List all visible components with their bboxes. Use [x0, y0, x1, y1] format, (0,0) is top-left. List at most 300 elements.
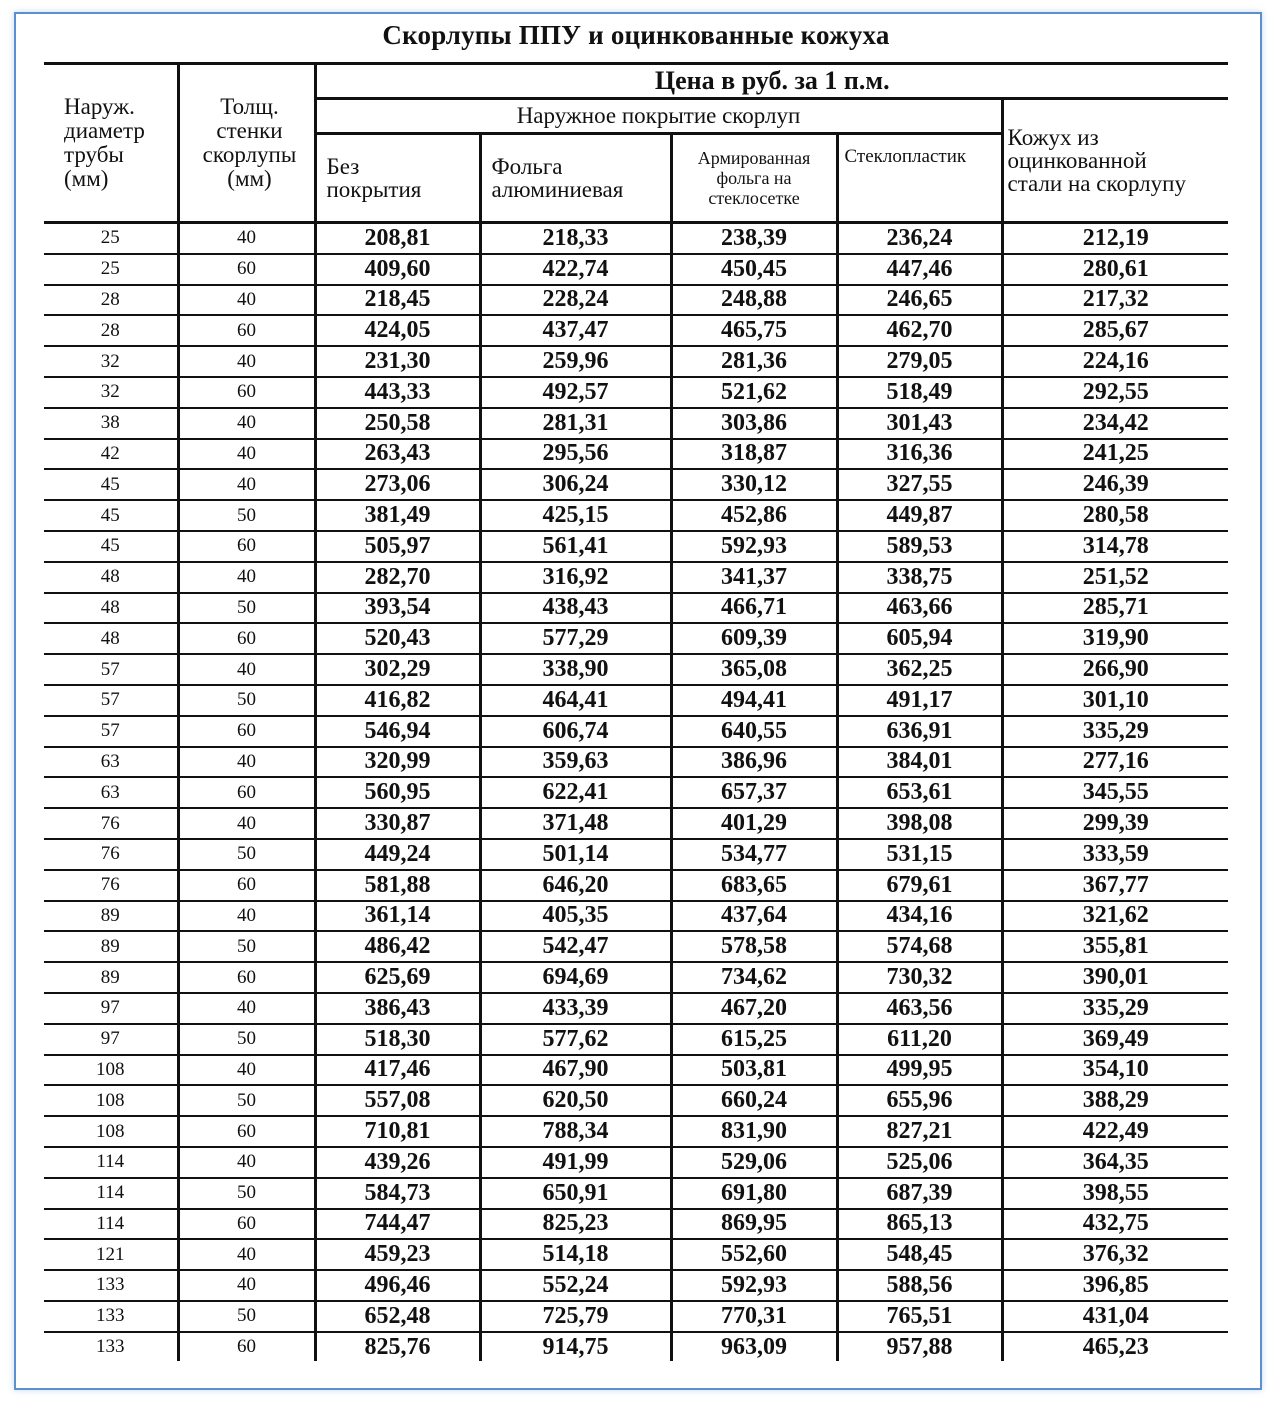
table-cell: 45	[44, 469, 178, 500]
table-cell: 486,42	[315, 931, 480, 962]
table-cell: 50	[178, 1178, 315, 1209]
table-cell: 466,71	[671, 593, 837, 624]
table-cell: 208,81	[315, 223, 480, 254]
table-cell: 534,77	[671, 839, 837, 870]
table-row	[44, 1332, 1228, 1362]
table-cell: 653,61	[837, 777, 1002, 808]
table-cell: 218,33	[480, 223, 671, 254]
table-cell: 212,19	[1002, 223, 1228, 254]
table-cell: 25	[44, 254, 178, 285]
table-cell: 40	[178, 808, 315, 839]
table-cell: 89	[44, 901, 178, 932]
table-cell: 57	[44, 685, 178, 716]
table-cell: 40	[178, 1147, 315, 1178]
table-cell: 730,32	[837, 962, 1002, 993]
table-cell: 133	[96, 1336, 125, 1358]
table-row	[44, 223, 1228, 254]
table-cell: 50	[178, 500, 315, 531]
table-cell: 432,75	[1002, 1209, 1228, 1240]
table-cell: 546,94	[315, 716, 480, 747]
table-row	[44, 1024, 1228, 1055]
table-cell: 40	[178, 439, 315, 470]
table-cell: 691,80	[671, 1178, 837, 1209]
table-cell: 319,90	[1002, 623, 1228, 654]
table-row	[44, 901, 1228, 932]
table-cell: 50	[178, 593, 315, 624]
table-cell: 28	[44, 315, 178, 346]
table-cell: 338,90	[480, 654, 671, 685]
table-cell: 316,36	[837, 439, 1002, 470]
table-cell: 60	[178, 1209, 315, 1240]
table-cell: 592,93	[671, 531, 837, 562]
table-cell: 40	[178, 901, 315, 932]
table-cell: 50	[178, 839, 315, 870]
table-cell: 401,29	[671, 808, 837, 839]
table-cell: 285,71	[1002, 593, 1228, 624]
table-row	[44, 654, 1228, 685]
table-cell: 405,35	[480, 901, 671, 932]
table-cell: 48	[44, 623, 178, 654]
table-cell: 133	[44, 1301, 178, 1332]
table-row	[44, 531, 1228, 562]
table-cell: 687,39	[837, 1178, 1002, 1209]
table-cell: 384,01	[837, 747, 1002, 778]
table-cell: 60	[178, 962, 315, 993]
table-cell: 463,56	[837, 993, 1002, 1024]
table-cell: 60	[178, 531, 315, 562]
table-cell: 431,04	[1002, 1301, 1228, 1332]
table-cell: 57	[44, 654, 178, 685]
table-cell: 236,24	[837, 223, 1002, 254]
table-cell: 345,55	[1002, 777, 1228, 808]
table-cell: 449,87	[837, 500, 1002, 531]
table-cell: 108	[44, 1116, 178, 1147]
table-cell: 40	[178, 1055, 315, 1086]
table-row	[44, 1085, 1228, 1116]
table-cell: 32	[44, 377, 178, 408]
table-cell: 652,48	[315, 1301, 480, 1332]
table-cell: 280,58	[1002, 500, 1228, 531]
table-cell: 581,88	[315, 870, 480, 901]
table-cell: 503,81	[671, 1055, 837, 1086]
header-foil: Фольга алюминиевая	[480, 134, 671, 223]
table-cell: 425,15	[480, 500, 671, 531]
table-cell: 825,76	[315, 1332, 480, 1362]
table-cell: 660,24	[671, 1085, 837, 1116]
table-cell: 491,99	[480, 1147, 671, 1178]
table-row	[44, 808, 1228, 839]
table-cell: 277,16	[1002, 747, 1228, 778]
table-cell: 63	[44, 777, 178, 808]
header-thickness: Толщ. стенки скорлупы (мм)	[178, 64, 315, 223]
table-row	[44, 685, 1228, 716]
table-cell: 60	[178, 777, 315, 808]
table-cell: 76	[44, 839, 178, 870]
table-cell: 531,15	[837, 839, 1002, 870]
table-cell: 393,54	[315, 593, 480, 624]
table-cell: 306,24	[480, 469, 671, 500]
table-cell: 89	[44, 931, 178, 962]
table-cell: 592,93	[671, 1270, 837, 1301]
header-price: Цена в руб. за 1 п.м.	[315, 64, 1228, 99]
table-cell: 561,41	[480, 531, 671, 562]
table-cell: 609,39	[671, 623, 837, 654]
table-cell: 250,58	[315, 408, 480, 439]
table-cell: 330,87	[315, 808, 480, 839]
table-cell: 50	[178, 685, 315, 716]
table-cell: 60	[178, 623, 315, 654]
table-cell: 492,57	[480, 377, 671, 408]
table-cell: 301,10	[1002, 685, 1228, 716]
table-cell: 588,56	[837, 1270, 1002, 1301]
table-cell: 770,31	[671, 1301, 837, 1332]
table-cell: 694,69	[480, 962, 671, 993]
table-cell: 494,41	[671, 685, 837, 716]
table-cell: 529,06	[671, 1147, 837, 1178]
table-cell: 788,34	[480, 1116, 671, 1147]
table-cell: 386,96	[671, 747, 837, 778]
table-cell: 50	[178, 1024, 315, 1055]
table-cell: 299,39	[1002, 808, 1228, 839]
table-cell: 557,08	[315, 1085, 480, 1116]
table-cell: 60	[178, 1116, 315, 1147]
table-row	[44, 285, 1228, 316]
table-cell: 60	[178, 315, 315, 346]
table-row	[44, 1270, 1228, 1301]
table-cell: 636,91	[837, 716, 1002, 747]
table-cell: 710,81	[315, 1116, 480, 1147]
table-cell: 520,43	[315, 623, 480, 654]
table-row	[44, 623, 1228, 654]
header-coating-group: Наружное покрытие скорлуп	[315, 99, 1002, 134]
header-casing: Кожух из оцинкованной стали на скорлупу	[1002, 99, 1228, 223]
table-row	[44, 1239, 1228, 1270]
page-title: Скорлупы ППУ и оцинкованные кожуха	[382, 20, 890, 50]
table-cell: 303,86	[671, 408, 837, 439]
table-cell: 114	[44, 1147, 178, 1178]
header-reinforced-foil: Армированная фольга на стеклосетке	[671, 134, 837, 223]
table-cell: 464,41	[480, 685, 671, 716]
table-cell: 422,74	[480, 254, 671, 285]
table-cell: 437,64	[671, 901, 837, 932]
table-row	[44, 346, 1228, 377]
table-cell: 97	[44, 1024, 178, 1055]
table-cell: 238,39	[671, 223, 837, 254]
table-cell: 449,24	[315, 839, 480, 870]
table-cell: 560,95	[315, 777, 480, 808]
table-row	[44, 408, 1228, 439]
table-cell: 108	[44, 1055, 178, 1086]
table-cell: 217,32	[1002, 285, 1228, 316]
table-row	[44, 931, 1228, 962]
table-cell: 606,74	[480, 716, 671, 747]
table-cell: 548,45	[837, 1239, 1002, 1270]
table-cell: 133	[44, 1270, 178, 1301]
table-row	[44, 593, 1228, 624]
table-cell: 45	[44, 500, 178, 531]
table-cell: 439,26	[315, 1147, 480, 1178]
table-cell: 459,23	[315, 1239, 480, 1270]
table-cell: 361,14	[315, 901, 480, 932]
table-cell: 40	[178, 993, 315, 1024]
table-cell: 32	[44, 346, 178, 377]
table-row	[44, 1116, 1228, 1147]
table-cell: 865,13	[837, 1209, 1002, 1240]
table-cell: 518,49	[837, 377, 1002, 408]
table-cell: 224,16	[1002, 346, 1228, 377]
table-cell: 279,05	[837, 346, 1002, 377]
table-cell: 646,20	[480, 870, 671, 901]
table-cell: 281,36	[671, 346, 837, 377]
table-cell: 465,23	[1002, 1332, 1228, 1362]
table-row	[44, 962, 1228, 993]
table-cell: 463,66	[837, 593, 1002, 624]
table-cell: 525,06	[837, 1147, 1002, 1178]
table-row	[44, 1147, 1228, 1178]
table-cell: 650,91	[480, 1178, 671, 1209]
table-cell: 467,20	[671, 993, 837, 1024]
table-cell: 114	[44, 1178, 178, 1209]
table-cell: 28	[44, 285, 178, 316]
table-row	[44, 500, 1228, 531]
table-cell: 452,86	[671, 500, 837, 531]
table-cell: 542,47	[480, 931, 671, 962]
table-cell: 40	[178, 1270, 315, 1301]
table-cell: 496,46	[315, 1270, 480, 1301]
table-cell: 657,37	[671, 777, 837, 808]
table-cell: 330,12	[671, 469, 837, 500]
table-cell: 40	[178, 654, 315, 685]
table-cell: 338,75	[837, 562, 1002, 593]
table-row	[44, 993, 1228, 1024]
table-cell: 282,70	[315, 562, 480, 593]
table-cell: 640,55	[671, 716, 837, 747]
table-cell: 437,47	[480, 315, 671, 346]
table-cell: 514,18	[480, 1239, 671, 1270]
table-cell: 433,39	[480, 993, 671, 1024]
table-cell: 25	[44, 223, 178, 254]
table-cell: 424,05	[315, 315, 480, 346]
header-fiberglass: Стеклопластик	[837, 134, 1002, 223]
table-row	[44, 716, 1228, 747]
table-cell: 218,45	[315, 285, 480, 316]
table-cell: 398,08	[837, 808, 1002, 839]
table-cell: 827,21	[837, 1116, 1002, 1147]
table-row	[44, 377, 1228, 408]
table-cell: 655,96	[837, 1085, 1002, 1116]
table-cell: 518,30	[315, 1024, 480, 1055]
table-cell: 620,50	[480, 1085, 671, 1116]
table-cell: 625,69	[315, 962, 480, 993]
table-cell: 957,88	[837, 1332, 1002, 1362]
table-cell: 97	[44, 993, 178, 1024]
table-cell: 40	[178, 1239, 315, 1270]
table-cell: 280,61	[1002, 254, 1228, 285]
table-cell: 365,08	[671, 654, 837, 685]
table-cell: 398,55	[1002, 1178, 1228, 1209]
table-cell: 367,77	[1002, 870, 1228, 901]
table-row	[44, 747, 1228, 778]
table-cell: 725,79	[480, 1301, 671, 1332]
table-cell: 318,87	[671, 439, 837, 470]
table-cell: 335,29	[1002, 716, 1228, 747]
table-cell: 63	[44, 747, 178, 778]
table-cell: 228,24	[480, 285, 671, 316]
table-cell: 501,14	[480, 839, 671, 870]
table-cell: 622,41	[480, 777, 671, 808]
table-cell: 327,55	[837, 469, 1002, 500]
table-cell: 521,62	[671, 377, 837, 408]
table-cell: 251,52	[1002, 562, 1228, 593]
table-row	[44, 839, 1228, 870]
table-row	[44, 1301, 1228, 1332]
table-cell: 295,56	[480, 439, 671, 470]
table-cell: 60	[178, 1332, 315, 1362]
header-diameter: Наруж. диаметр трубы (мм)	[44, 64, 178, 223]
table-cell: 281,31	[480, 408, 671, 439]
table-cell: 292,55	[1002, 377, 1228, 408]
table-cell: 376,32	[1002, 1239, 1228, 1270]
table-cell: 234,42	[1002, 408, 1228, 439]
table-cell: 266,90	[1002, 654, 1228, 685]
table-cell: 89	[44, 962, 178, 993]
table-row	[44, 562, 1228, 593]
table-cell: 584,73	[315, 1178, 480, 1209]
table-cell: 273,06	[315, 469, 480, 500]
table-cell: 320,99	[315, 747, 480, 778]
table-cell: 60	[178, 254, 315, 285]
table-cell: 552,60	[671, 1239, 837, 1270]
table-row	[44, 870, 1228, 901]
table-cell: 50	[178, 1085, 315, 1116]
table-cell: 434,16	[837, 901, 1002, 932]
table-cell: 38	[44, 408, 178, 439]
table-cell: 409,60	[315, 254, 480, 285]
table-cell: 499,95	[837, 1055, 1002, 1086]
table-cell: 48	[44, 593, 178, 624]
table-cell: 744,47	[315, 1209, 480, 1240]
table-cell: 40	[178, 346, 315, 377]
table-cell: 40	[178, 469, 315, 500]
table-cell: 263,43	[315, 439, 480, 470]
table-cell: 40	[178, 223, 315, 254]
table-cell: 467,90	[480, 1055, 671, 1086]
table-cell: 40	[178, 562, 315, 593]
table-cell: 45	[44, 531, 178, 562]
table-cell: 40	[178, 747, 315, 778]
table-cell: 302,29	[315, 654, 480, 685]
table-cell: 40	[178, 408, 315, 439]
table-cell: 869,95	[671, 1209, 837, 1240]
price-table-body	[44, 223, 1228, 1362]
table-cell: 48	[44, 562, 178, 593]
table-cell: 316,92	[480, 562, 671, 593]
table-cell: 505,97	[315, 531, 480, 562]
price-table	[44, 62, 1228, 1361]
table-cell: 577,62	[480, 1024, 671, 1055]
table-cell: 683,65	[671, 870, 837, 901]
table-cell: 574,68	[837, 931, 1002, 962]
table-cell: 301,43	[837, 408, 1002, 439]
table-row	[44, 315, 1228, 346]
table-cell: 114	[44, 1209, 178, 1240]
table-cell: 248,88	[671, 285, 837, 316]
table-cell: 447,46	[837, 254, 1002, 285]
table-cell: 333,59	[1002, 839, 1228, 870]
table-cell: 589,53	[837, 531, 1002, 562]
table-cell: 108	[44, 1085, 178, 1116]
table-cell: 60	[178, 377, 315, 408]
table-cell: 462,70	[837, 315, 1002, 346]
table-cell: 359,63	[480, 747, 671, 778]
table-cell: 605,94	[837, 623, 1002, 654]
table-cell: 465,75	[671, 315, 837, 346]
table-cell: 381,49	[315, 500, 480, 531]
table-cell: 577,29	[480, 623, 671, 654]
table-cell: 734,62	[671, 962, 837, 993]
table-row	[44, 254, 1228, 285]
table-cell: 552,24	[480, 1270, 671, 1301]
table-cell: 422,49	[1002, 1116, 1228, 1147]
table-cell: 40	[178, 285, 315, 316]
table-cell: 963,09	[671, 1332, 837, 1362]
table-cell: 371,48	[480, 808, 671, 839]
table-cell: 50	[178, 1301, 315, 1332]
table-cell: 246,39	[1002, 469, 1228, 500]
table-cell: 50	[178, 931, 315, 962]
table-cell: 390,01	[1002, 962, 1228, 993]
table-cell: 231,30	[315, 346, 480, 377]
table-cell: 417,46	[315, 1055, 480, 1086]
table-row	[44, 1209, 1228, 1240]
table-cell: 364,35	[1002, 1147, 1228, 1178]
table-cell: 438,43	[480, 593, 671, 624]
table-row	[44, 439, 1228, 470]
table-cell: 60	[178, 716, 315, 747]
table-cell: 396,85	[1002, 1270, 1228, 1301]
header-no-coating: Без покрытия	[315, 134, 480, 223]
table-cell: 386,43	[315, 993, 480, 1024]
table-row	[44, 1178, 1228, 1209]
table-cell: 241,25	[1002, 439, 1228, 470]
table-cell: 914,75	[480, 1332, 671, 1362]
table-cell: 57	[44, 716, 178, 747]
table-cell: 76	[44, 870, 178, 901]
table-cell: 42	[44, 439, 178, 470]
table-cell: 450,45	[671, 254, 837, 285]
table-cell: 362,25	[837, 654, 1002, 685]
table-cell: 825,23	[480, 1209, 671, 1240]
table-cell: 388,29	[1002, 1085, 1228, 1116]
table-cell: 76	[44, 808, 178, 839]
table-cell: 121	[44, 1239, 178, 1270]
table-cell: 354,10	[1002, 1055, 1228, 1086]
table-cell: 615,25	[671, 1024, 837, 1055]
table-cell: 443,33	[315, 377, 480, 408]
table-row	[44, 777, 1228, 808]
table-cell: 314,78	[1002, 531, 1228, 562]
table-cell: 491,17	[837, 685, 1002, 716]
table-cell: 578,58	[671, 931, 837, 962]
table-row	[44, 1055, 1228, 1086]
table-cell: 60	[178, 870, 315, 901]
table-cell: 285,67	[1002, 315, 1228, 346]
table-cell: 679,61	[837, 870, 1002, 901]
table-cell: 355,81	[1002, 931, 1228, 962]
table-cell: 765,51	[837, 1301, 1002, 1332]
table-row	[44, 469, 1228, 500]
table-cell: 341,37	[671, 562, 837, 593]
